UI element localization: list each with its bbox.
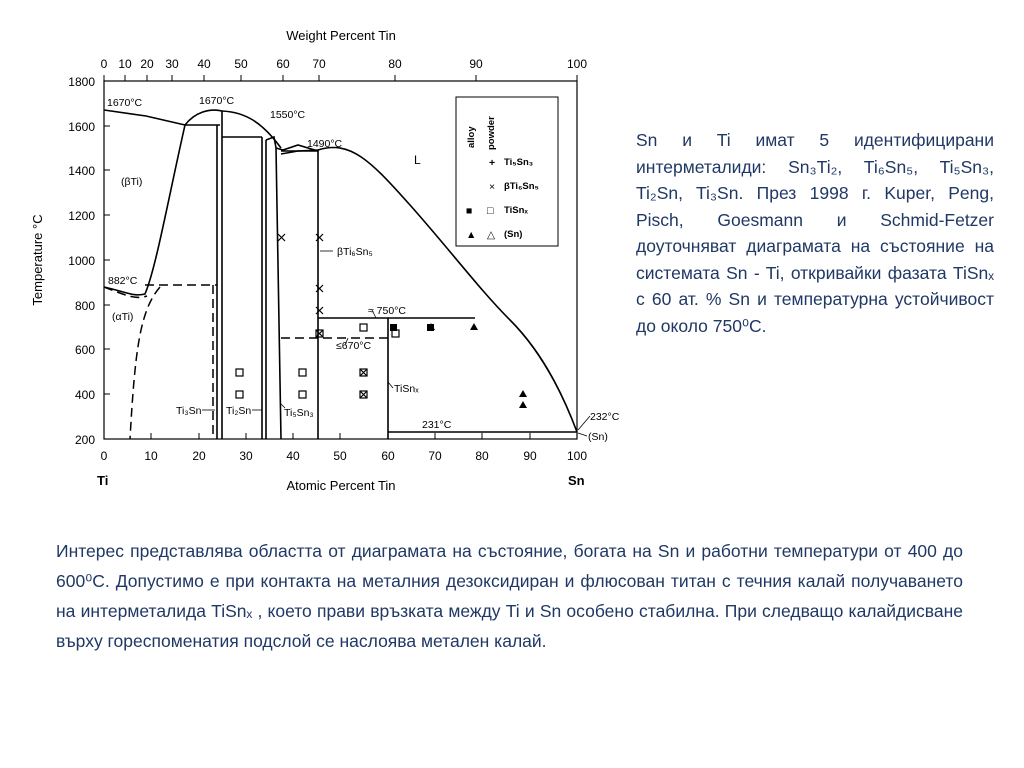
label-1550: 1550°C bbox=[270, 109, 306, 121]
bottom-tick-label: 50 bbox=[333, 449, 347, 463]
top-tick-label: 50 bbox=[234, 57, 248, 71]
top-tick-label: 90 bbox=[469, 57, 483, 71]
top-tick-label: 70 bbox=[312, 57, 326, 71]
cross-symbol bbox=[316, 307, 323, 314]
phase-diagram bbox=[0, 0, 620, 500]
open-square-symbol bbox=[299, 391, 306, 398]
filled-symbols bbox=[390, 323, 527, 408]
legend-entry-label: Ti₅Sn₃ bbox=[504, 157, 534, 168]
ti5sn3-boundary bbox=[266, 137, 281, 439]
legend-alloy-symbol: ▲ bbox=[466, 229, 477, 241]
y-tick-label: 1000 bbox=[68, 254, 95, 268]
legend-powder-symbol: × bbox=[489, 181, 496, 193]
label-sn-phase: (Sn) bbox=[588, 431, 608, 443]
label-1490: 1490°C bbox=[307, 138, 343, 150]
top-tick-label: 30 bbox=[165, 57, 179, 71]
top-tick-labels bbox=[101, 57, 588, 71]
legend-col-alloy: alloy bbox=[466, 126, 477, 148]
label-232: 232°C bbox=[590, 411, 620, 423]
top-tick-label: 10 bbox=[118, 57, 132, 71]
top-tick-label: 60 bbox=[276, 57, 290, 71]
legend bbox=[456, 97, 558, 246]
cross-symbol bbox=[316, 285, 323, 292]
label-tisnx: TiSnₓ bbox=[394, 383, 419, 395]
dashed-boundaries bbox=[130, 285, 388, 439]
open-square-symbol bbox=[392, 330, 399, 337]
label-670: ≤670°C bbox=[336, 340, 372, 352]
legend-powder-symbol: △ bbox=[487, 229, 496, 241]
cross-symbol bbox=[316, 330, 323, 337]
y-tick-label: 800 bbox=[74, 299, 95, 313]
filled-triangle-symbol bbox=[470, 323, 478, 330]
bottom-tick-label: 100 bbox=[566, 449, 588, 463]
label-beta-ti: (βTi) bbox=[121, 176, 143, 188]
bottom-tick-label: 90 bbox=[523, 449, 537, 463]
y-tick-label: 1600 bbox=[68, 120, 95, 134]
bottom-tick-label: 70 bbox=[428, 449, 442, 463]
y-tick-label: 600 bbox=[74, 343, 95, 357]
filled-square-symbol bbox=[390, 324, 397, 331]
label-ti2sn: Ti₂Sn bbox=[226, 405, 252, 417]
y-axis-ticks bbox=[104, 81, 110, 439]
bottom-tick-label: 20 bbox=[192, 449, 206, 463]
y-tick-label: 1400 bbox=[68, 164, 95, 178]
leader-lines bbox=[202, 251, 590, 436]
bottom-tick-label: 30 bbox=[239, 449, 253, 463]
bottom-tick-labels bbox=[101, 449, 588, 463]
legend-entry-label: TiSnₓ bbox=[504, 205, 528, 216]
y-tick-labels bbox=[68, 75, 95, 447]
y-tick-label: 1200 bbox=[68, 209, 95, 223]
top-tick-label: 100 bbox=[566, 57, 588, 71]
label-alpha-ti: (αTi) bbox=[112, 311, 134, 323]
legend-powder-symbol: □ bbox=[487, 205, 494, 217]
label-ti3sn: Ti₃Sn bbox=[176, 405, 202, 417]
label-882: 882°C bbox=[108, 275, 138, 287]
y-tick-label: 200 bbox=[74, 433, 95, 447]
cross-symbol bbox=[360, 391, 367, 398]
cross-symbol bbox=[360, 369, 367, 376]
y-tick-label: 1800 bbox=[68, 75, 95, 89]
bottom-tick-label: 60 bbox=[381, 449, 395, 463]
top-tick-label: 20 bbox=[140, 57, 154, 71]
bottom-axis-ticks bbox=[104, 433, 577, 439]
y-axis-title: Temperature °C bbox=[30, 214, 45, 306]
open-square-symbol bbox=[236, 369, 243, 376]
label-1670-left: 1670°C bbox=[107, 97, 143, 109]
filled-triangle-symbol bbox=[519, 390, 527, 397]
ti3sn-dome bbox=[185, 110, 222, 125]
legend-col-powder: powder bbox=[486, 116, 497, 150]
alpha-ti-dashed bbox=[130, 287, 160, 439]
top-axis-title: Weight Percent Tin bbox=[286, 28, 396, 43]
legend-entry-label: (Sn) bbox=[504, 229, 523, 240]
beta-ti-solvus bbox=[104, 125, 185, 295]
label-liquid: L bbox=[414, 153, 421, 167]
label-1670-top: 1670°C bbox=[199, 95, 235, 107]
label-beta-ti6sn5: βTi₆Sn₅ bbox=[337, 246, 373, 258]
bottom-tick-label: 0 bbox=[100, 449, 108, 463]
top-tick-label: 0 bbox=[100, 57, 108, 71]
legend-box bbox=[456, 97, 558, 246]
bottom-tick-label: 80 bbox=[475, 449, 489, 463]
open-square-symbol bbox=[299, 369, 306, 376]
label-750: ≈ 750°C bbox=[368, 305, 406, 317]
legend-powder-symbol: + bbox=[489, 157, 496, 169]
legend-entry-label: βTi₆Sn₅ bbox=[504, 181, 539, 192]
x-left-end-label: Ti bbox=[97, 473, 109, 488]
bottom-tick-label: 40 bbox=[286, 449, 300, 463]
filled-triangle-symbol bbox=[519, 401, 527, 408]
open-square-symbol bbox=[360, 324, 367, 331]
bottom-axis-title: Atomic Percent Tin bbox=[286, 478, 396, 493]
label-231: 231°C bbox=[422, 419, 452, 431]
side-description-text: Sn и Ti имат 5 идентифицирани интерметалиди: Sn₃Ti₂, Ti₆Sn₅, Ti₅Sn₃, Ti₂Sn, Ti₃Sn. През 1998 г. Kuper, Peng, Pisch, Goesmann и Schmid-Fetzer доуточняват диаграмата на състояние на системата Sn - Ti, откривайки фазата TiSnₓ с 60 ат. % Sn и температурна устойчивост до около 750⁰C. bbox=[636, 130, 994, 336]
bottom-description-text: Интерес представлява областта от диаграмата на състояние, богата на Sn и работни температури от 400 до 600⁰С. Допустимо е при контакта на металния дезоксидиран и флюсован титан с течния калай получаването на интерметалида TiSnₓ , което прави връзката между Ti и Sn особено стабилна. При следващо калайдисване върху гореспоменатия подслой се наслоява метален калай. bbox=[56, 541, 963, 651]
y-tick-label: 400 bbox=[74, 388, 95, 402]
x-right-end-label: Sn bbox=[568, 473, 585, 488]
top-tick-label: 80 bbox=[388, 57, 402, 71]
top-tick-label: 40 bbox=[197, 57, 211, 71]
legend-alloy-symbol: ■ bbox=[466, 205, 473, 217]
open-square-symbol bbox=[236, 391, 243, 398]
cross-symbol bbox=[316, 234, 323, 241]
cross-symbol bbox=[278, 234, 285, 241]
bottom-tick-label: 10 bbox=[144, 449, 158, 463]
beta-ti-liquidus bbox=[104, 110, 185, 125]
label-ti5sn3: Ti₅Sn₃ bbox=[284, 407, 314, 419]
top-axis-ticks bbox=[104, 75, 577, 81]
